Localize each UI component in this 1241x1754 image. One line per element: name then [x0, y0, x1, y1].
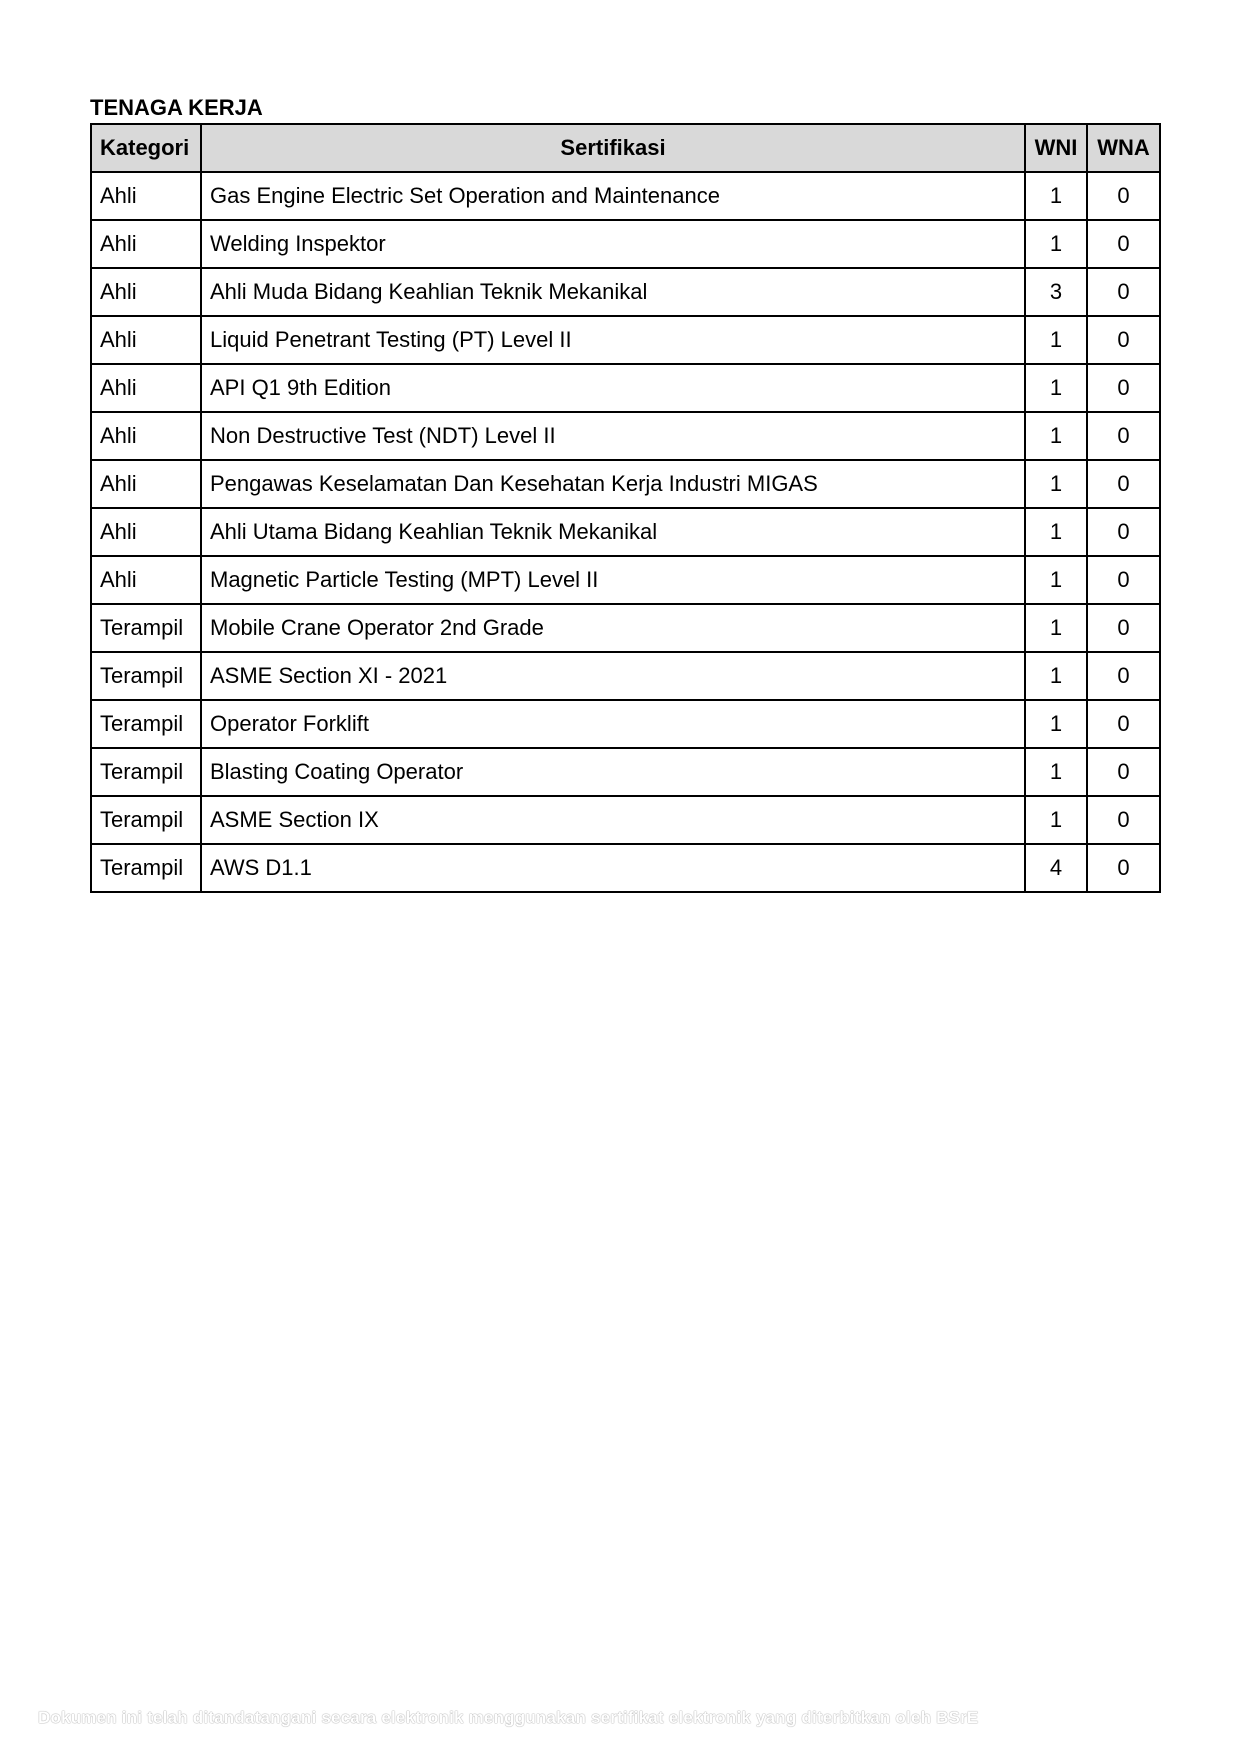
cell-wna: 0 — [1087, 364, 1160, 412]
cell-wna: 0 — [1087, 748, 1160, 796]
cell-wni: 1 — [1025, 556, 1087, 604]
header-kategori: Kategori — [91, 124, 201, 172]
header-row — [91, 124, 1160, 172]
cell-kategori: Ahli — [91, 220, 201, 268]
cell-wni: 1 — [1025, 316, 1087, 364]
cell-wni: 1 — [1025, 748, 1087, 796]
table-row — [91, 556, 1160, 604]
cell-sertifikasi: Liquid Penetrant Testing (PT) Level II — [201, 316, 1025, 364]
header-sertifikasi: Sertifikasi — [201, 124, 1025, 172]
cell-sertifikasi: Pengawas Keselamatan Dan Kesehatan Kerja Industri MIGAS — [201, 460, 1025, 508]
table-row — [91, 460, 1160, 508]
table-body — [91, 172, 1160, 892]
table-row — [91, 172, 1160, 220]
cell-wni: 1 — [1025, 604, 1087, 652]
electronic-signature-note: Dokumen ini telah ditandatangani secara elektronik menggunakan sertifikat elektronik yang diterbitkan oleh BSrE — [38, 1708, 979, 1727]
cell-kategori: Ahli — [91, 172, 201, 220]
cell-kategori: Terampil — [91, 652, 201, 700]
table-row — [91, 364, 1160, 412]
cell-kategori: Terampil — [91, 844, 201, 892]
cell-kategori: Ahli — [91, 460, 201, 508]
cell-wna: 0 — [1087, 460, 1160, 508]
cell-wni: 4 — [1025, 844, 1087, 892]
cell-wna: 0 — [1087, 412, 1160, 460]
cell-sertifikasi: Blasting Coating Operator — [201, 748, 1025, 796]
table-row — [91, 796, 1160, 844]
section-title: TENAGA KERJA — [90, 95, 263, 120]
cell-kategori: Ahli — [91, 364, 201, 412]
table-row — [91, 700, 1160, 748]
cell-wni: 1 — [1025, 172, 1087, 220]
cell-kategori: Terampil — [91, 796, 201, 844]
cell-sertifikasi: Ahli Muda Bidang Keahlian Teknik Mekanikal — [201, 268, 1025, 316]
table-row — [91, 844, 1160, 892]
cell-sertifikasi: Gas Engine Electric Set Operation and Maintenance — [201, 172, 1025, 220]
table-row — [91, 412, 1160, 460]
cell-kategori: Ahli — [91, 316, 201, 364]
table-row — [91, 508, 1160, 556]
cell-wna: 0 — [1087, 316, 1160, 364]
table-header — [91, 124, 1160, 172]
cell-sertifikasi: Operator Forklift — [201, 700, 1025, 748]
table-row — [91, 748, 1160, 796]
cell-sertifikasi: AWS D1.1 — [201, 844, 1025, 892]
cell-wni: 1 — [1025, 796, 1087, 844]
cell-wna: 0 — [1087, 652, 1160, 700]
table-row — [91, 316, 1160, 364]
cell-wna: 0 — [1087, 508, 1160, 556]
cell-sertifikasi: Mobile Crane Operator 2nd Grade — [201, 604, 1025, 652]
header-wni: WNI — [1025, 124, 1087, 172]
cell-wni: 1 — [1025, 220, 1087, 268]
cell-sertifikasi: Ahli Utama Bidang Keahlian Teknik Mekanikal — [201, 508, 1025, 556]
cell-kategori: Ahli — [91, 556, 201, 604]
cell-wna: 0 — [1087, 220, 1160, 268]
cell-wni: 1 — [1025, 508, 1087, 556]
cell-wna: 0 — [1087, 796, 1160, 844]
cell-wni: 1 — [1025, 364, 1087, 412]
cell-sertifikasi: ASME Section IX — [201, 796, 1025, 844]
cell-kategori: Terampil — [91, 700, 201, 748]
cell-kategori: Terampil — [91, 604, 201, 652]
cell-sertifikasi: ASME Section XI - 2021 — [201, 652, 1025, 700]
certification-table — [90, 123, 1161, 893]
cell-sertifikasi: Welding Inspektor — [201, 220, 1025, 268]
cell-sertifikasi: Non Destructive Test (NDT) Level II — [201, 412, 1025, 460]
cell-wna: 0 — [1087, 556, 1160, 604]
cell-kategori: Ahli — [91, 508, 201, 556]
cell-wna: 0 — [1087, 172, 1160, 220]
table-row — [91, 652, 1160, 700]
header-wna: WNA — [1087, 124, 1160, 172]
cell-wna: 0 — [1087, 844, 1160, 892]
cell-kategori: Ahli — [91, 268, 201, 316]
cell-kategori: Terampil — [91, 748, 201, 796]
cell-sertifikasi: API Q1 9th Edition — [201, 364, 1025, 412]
cell-wni: 1 — [1025, 412, 1087, 460]
cell-kategori: Ahli — [91, 412, 201, 460]
cell-wni: 3 — [1025, 268, 1087, 316]
cell-wna: 0 — [1087, 604, 1160, 652]
table-row — [91, 268, 1160, 316]
cell-wni: 1 — [1025, 460, 1087, 508]
cell-wni: 1 — [1025, 652, 1087, 700]
cell-wna: 0 — [1087, 700, 1160, 748]
table-row — [91, 604, 1160, 652]
cell-wni: 1 — [1025, 700, 1087, 748]
table-row — [91, 220, 1160, 268]
cell-wna: 0 — [1087, 268, 1160, 316]
cell-sertifikasi: Magnetic Particle Testing (MPT) Level II — [201, 556, 1025, 604]
